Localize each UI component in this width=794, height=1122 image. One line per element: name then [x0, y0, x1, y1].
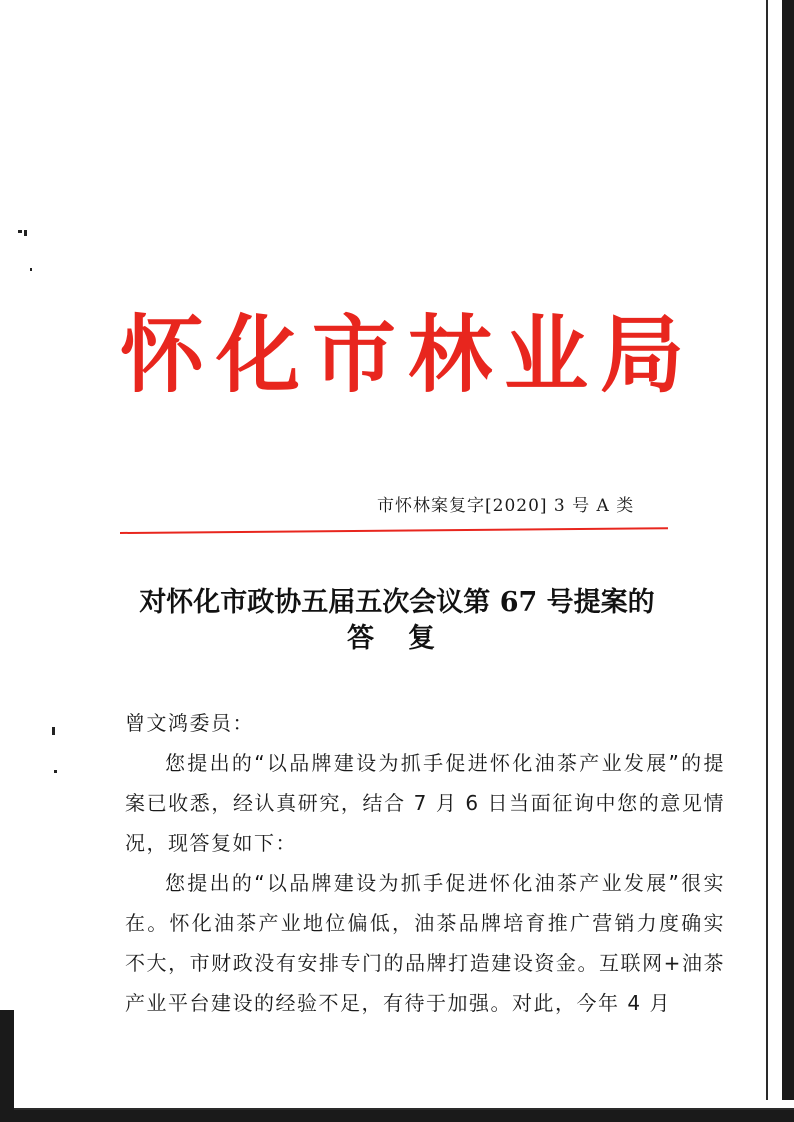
scan-speck	[30, 268, 32, 271]
document-title-line2: 答复	[347, 623, 469, 655]
document-body	[125, 703, 725, 1023]
scan-edge-bottom-inner	[0, 1100, 794, 1110]
document-number: 市怀林案复字[2020] 3 号 A 类	[377, 496, 635, 516]
scan-speck	[54, 770, 57, 773]
letterhead-org-name: 怀化市林业局	[120, 306, 697, 404]
body-paragraph: 您提出的“以品牌建设为抓手促进怀化油茶产业发展”的提案已收悉，经认真研究，结合 7 月 6 日当面征询中您的意见情况，现答复如下：	[125, 751, 725, 855]
scan-speck	[24, 230, 27, 236]
scan-speck	[18, 230, 22, 233]
salutation: 曾文鸿委员：	[125, 711, 254, 735]
document-title-line1: 对怀化市政协五届五次会议第 67 号提案的	[139, 587, 655, 618]
scan-speck	[52, 727, 55, 735]
body-paragraph: 您提出的“以品牌建设为抓手促进怀化油茶产业发展”很实在。怀化油茶产业地位偏低，油茶品牌培育推广营销力度确实不大，市财政没有安排专门的品牌打造建设资金。互联网+油茶产业平台建设的经验不足，有待于加强。对此，今年 4 月	[125, 871, 725, 1015]
scan-edge-right-inner	[766, 0, 782, 1122]
scan-edge-bottom	[0, 1110, 794, 1122]
scan-edge-left	[0, 1010, 14, 1122]
document-title	[0, 585, 794, 658]
scan-edge-right	[782, 0, 794, 1122]
letterhead-red-rule	[120, 527, 668, 534]
